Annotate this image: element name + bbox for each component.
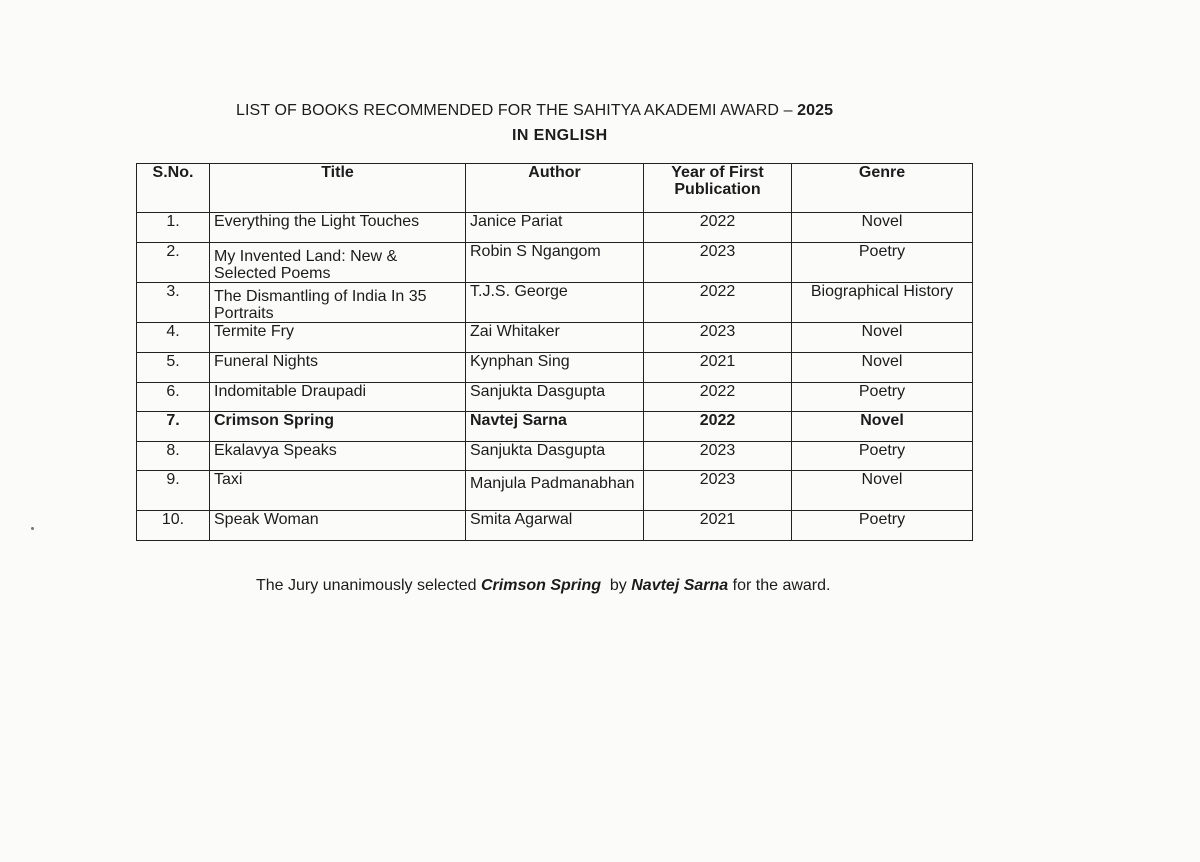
table-row: [137, 213, 973, 243]
cell-year: 2022: [644, 283, 792, 323]
cell-author: Sanjukta Dasgupta: [466, 442, 644, 471]
cell-title: Speak Woman: [210, 511, 466, 541]
table-row: [137, 383, 973, 412]
cell-title: Ekalavya Speaks: [210, 442, 466, 471]
table-row: [137, 471, 973, 511]
table-row: [137, 243, 973, 283]
cell-author: T.J.S. George: [466, 283, 644, 323]
cell-genre: Novel: [792, 471, 973, 511]
cell-genre: Novel: [792, 323, 973, 353]
statement-prefix: The Jury unanimously selected: [256, 577, 481, 594]
books-table: [136, 163, 973, 541]
cell-title: Taxi: [210, 471, 466, 511]
cell-title: The Dismantling of India In 35 Portraits: [210, 283, 466, 323]
award-year: 2025: [797, 102, 834, 119]
cell-title: Termite Fry: [210, 323, 466, 353]
cell-sno: 9.: [137, 471, 210, 511]
cell-title: Indomitable Draupadi: [210, 383, 466, 412]
cell-genre: Poetry: [792, 383, 973, 412]
cell-title: Funeral Nights: [210, 353, 466, 383]
cell-author: Robin S Ngangom: [466, 243, 644, 283]
cell-title: Crimson Spring: [210, 412, 466, 442]
cell-sno: 2.: [137, 243, 210, 283]
cell-sno: 10.: [137, 511, 210, 541]
cell-year: 2021: [644, 353, 792, 383]
selected-author: Navtej Sarna: [631, 577, 729, 594]
cell-year: 2023: [644, 323, 792, 353]
cell-genre: Novel: [792, 412, 973, 442]
title-text: LIST OF BOOKS RECOMMENDED FOR THE SAHITYA AKADEMI AWARD –: [236, 102, 798, 119]
header-year-line2: Publication: [674, 181, 761, 198]
header-year: [644, 164, 792, 213]
cell-year: 2022: [644, 213, 792, 243]
jury-statement: [256, 577, 830, 595]
cell-year: 2022: [644, 412, 792, 442]
selected-book: Crimson Spring: [481, 577, 602, 594]
table-row-selected: [137, 412, 973, 442]
cell-sno: 5.: [137, 353, 210, 383]
header-genre: Genre: [792, 164, 973, 213]
cell-author: Janice Pariat: [466, 213, 644, 243]
cell-genre: Poetry: [792, 243, 973, 283]
cell-sno: 1.: [137, 213, 210, 243]
cell-sno: 7.: [137, 412, 210, 442]
header-sno: S.No.: [137, 164, 210, 213]
cell-year: 2021: [644, 511, 792, 541]
cell-sno: 6.: [137, 383, 210, 412]
document-subtitle: IN ENGLISH: [512, 127, 608, 144]
scan-speck: [31, 527, 34, 530]
cell-sno: 8.: [137, 442, 210, 471]
table-row: [137, 442, 973, 471]
cell-author: Kynphan Sing: [466, 353, 644, 383]
cell-sno: 4.: [137, 323, 210, 353]
table-row: [137, 511, 973, 541]
cell-author: Navtej Sarna: [466, 412, 644, 442]
header-author: Author: [466, 164, 644, 213]
table-row: [137, 283, 973, 323]
header-title: Title: [210, 164, 466, 213]
cell-genre: Poetry: [792, 511, 973, 541]
cell-genre: Poetry: [792, 442, 973, 471]
cell-sno: 3.: [137, 283, 210, 323]
table-row: [137, 323, 973, 353]
statement-middle: by: [601, 577, 632, 594]
cell-title: My Invented Land: New & Selected Poems: [210, 243, 466, 283]
cell-year: 2023: [644, 442, 792, 471]
cell-author: Smita Agarwal: [466, 511, 644, 541]
cell-author: Sanjukta Dasgupta: [466, 383, 644, 412]
cell-year: 2023: [644, 471, 792, 511]
cell-genre: Novel: [792, 213, 973, 243]
header-year-line1: Year of First: [671, 164, 764, 181]
cell-title: Everything the Light Touches: [210, 213, 466, 243]
table-header-row: [137, 164, 973, 213]
cell-year: 2022: [644, 383, 792, 412]
cell-author: Zai Whitaker: [466, 323, 644, 353]
cell-author: Manjula Padmanabhan: [466, 471, 644, 511]
cell-year: 2023: [644, 243, 792, 283]
cell-genre: Biographical History: [792, 283, 973, 323]
statement-suffix: for the award.: [728, 577, 831, 594]
document-title: [236, 102, 896, 120]
table-row: [137, 353, 973, 383]
cell-genre: Novel: [792, 353, 973, 383]
